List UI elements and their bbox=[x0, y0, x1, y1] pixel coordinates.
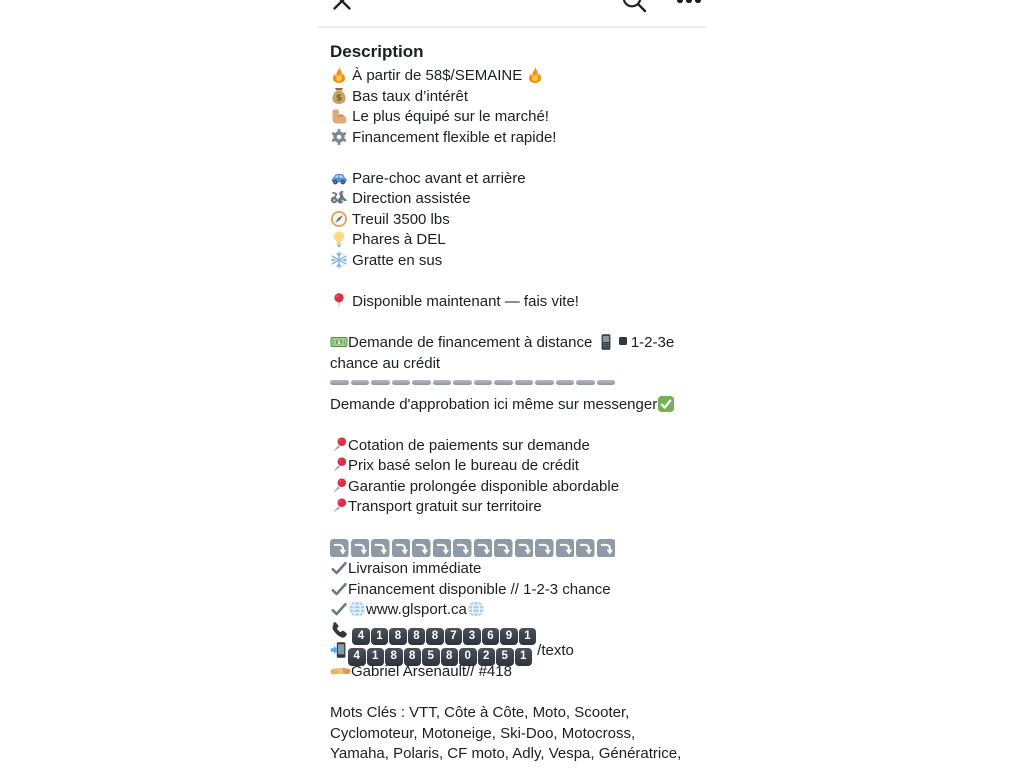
minus-icon bbox=[494, 380, 513, 385]
minus-icon bbox=[597, 380, 616, 385]
suv-icon bbox=[330, 169, 348, 187]
phone-screenshot bbox=[317, 0, 707, 768]
blank-line bbox=[330, 271, 694, 292]
text-run: Pare-choc avant et arrière bbox=[348, 169, 526, 187]
description-line bbox=[330, 189, 694, 210]
minus-icon bbox=[371, 380, 390, 385]
description-line bbox=[330, 456, 694, 477]
keycap-digit: 9 bbox=[500, 628, 518, 646]
blank-line bbox=[330, 518, 694, 539]
keycap-digit: 0 bbox=[459, 648, 477, 666]
keycap-digit: 1 bbox=[519, 628, 537, 646]
gear-icon bbox=[330, 128, 348, 146]
description-line bbox=[330, 210, 694, 231]
text-run: Mots Clés : VTT, Côte à Côte, Moto, Scooter, bbox=[330, 703, 630, 721]
arrow-down-icon bbox=[351, 539, 370, 558]
arrow-down-icon bbox=[412, 539, 431, 558]
minus-icon bbox=[515, 380, 534, 385]
description-line bbox=[330, 107, 694, 128]
text-run: Financement flexible et rapide! bbox=[348, 128, 557, 146]
arrow-down-icon bbox=[535, 539, 554, 558]
blank-line bbox=[330, 313, 694, 334]
blank-line bbox=[330, 682, 694, 703]
text-run: Disponible maintenant — fais vite! bbox=[348, 293, 579, 311]
description-heading: Description bbox=[330, 42, 424, 61]
description-line bbox=[330, 621, 694, 642]
arrow-down-icon bbox=[494, 539, 513, 558]
text-run: Transport gratuit sur territoire bbox=[348, 498, 542, 516]
check-mark-green-icon bbox=[657, 395, 675, 413]
arrow-down-icon bbox=[392, 539, 411, 558]
keycap-digit: 5 bbox=[496, 648, 514, 666]
keycap-digit: 8 bbox=[385, 648, 403, 666]
keycap-digit: 1 bbox=[367, 648, 385, 666]
arrow-down-icon bbox=[556, 539, 575, 558]
description-line bbox=[330, 292, 694, 313]
description-lines bbox=[330, 66, 694, 765]
check-mark-gray-icon bbox=[330, 580, 348, 598]
globe-icon bbox=[467, 600, 485, 618]
description-line bbox=[330, 641, 694, 662]
description-line bbox=[330, 169, 694, 190]
text-run: Gratte en sus bbox=[348, 251, 443, 269]
text-run: Bas taux d’intérêt bbox=[348, 87, 469, 105]
round-pushpin-icon bbox=[330, 292, 348, 310]
arrow-down-icon bbox=[576, 539, 595, 558]
description-line bbox=[330, 497, 694, 518]
pushpin-icon bbox=[330, 477, 348, 495]
svg-text:$: $ bbox=[336, 340, 342, 347]
telephone-receiver-icon bbox=[330, 621, 348, 639]
text-run: Demande d'approbation ici même sur messenger bbox=[330, 395, 658, 413]
text-run: Direction assistée bbox=[348, 190, 471, 208]
minus-icon bbox=[556, 380, 575, 385]
arrow-down-icon bbox=[433, 539, 452, 558]
keycap-digit: 8 bbox=[408, 628, 426, 646]
text-run: Treuil 3500 lbs bbox=[348, 210, 450, 228]
svg-text:$: $ bbox=[335, 93, 343, 104]
description-line bbox=[330, 354, 694, 375]
description-line bbox=[330, 230, 694, 251]
handshake-icon bbox=[330, 662, 351, 680]
keycap-digit: 7 bbox=[445, 628, 463, 646]
text-run: Garantie prolongée disponible abordable bbox=[348, 477, 620, 495]
mobile-phone-icon bbox=[597, 333, 615, 351]
pushpin-icon bbox=[330, 436, 348, 454]
minus-icon bbox=[412, 380, 431, 385]
check-mark-gray-icon bbox=[330, 600, 348, 618]
keycap-digit: 4 bbox=[348, 648, 366, 666]
light-bulb-icon bbox=[330, 230, 348, 248]
description-line bbox=[330, 436, 694, 457]
check-mark-gray-icon bbox=[330, 559, 348, 577]
description-line bbox=[330, 539, 694, 560]
minus-icon bbox=[535, 380, 554, 385]
text-run: /texto bbox=[533, 642, 574, 660]
black-small-square-icon bbox=[619, 337, 627, 345]
keycap-digit: 8 bbox=[404, 648, 422, 666]
globe-icon bbox=[348, 600, 366, 618]
dollar-banknote-icon bbox=[330, 333, 348, 351]
description-line bbox=[330, 744, 694, 765]
pushpin-icon bbox=[330, 456, 348, 474]
description-line bbox=[330, 724, 694, 745]
description-line bbox=[330, 559, 694, 580]
arrow-down-icon bbox=[474, 539, 493, 558]
text-run: Gabriel Arsenault// #418 bbox=[351, 662, 512, 680]
pushpin-icon bbox=[330, 497, 348, 515]
compass-icon bbox=[330, 210, 348, 228]
text-run: Prix basé selon le bureau de crédit bbox=[348, 457, 579, 475]
keycap-digit: 1 bbox=[515, 648, 533, 666]
arrow-down-icon bbox=[453, 539, 472, 558]
minus-icon bbox=[330, 380, 349, 385]
text-run: Demande de financement à distance bbox=[348, 334, 597, 352]
description-line bbox=[330, 251, 694, 272]
minus-icon bbox=[392, 380, 411, 385]
arrow-down-icon bbox=[515, 539, 534, 558]
text-run: www.glsport.ca bbox=[366, 601, 467, 619]
minus-icon bbox=[453, 380, 472, 385]
more-options-icon[interactable] bbox=[677, 0, 701, 5]
text-run: À partir de 58$/SEMAINE bbox=[348, 67, 527, 84]
text-run: Le plus équipé sur le marché! bbox=[348, 108, 549, 126]
text-run: Yamaha, Polaris, CF moto, Adly, Vespa, Génératrice, bbox=[330, 745, 682, 763]
close-icon[interactable] bbox=[330, 0, 354, 13]
description-line bbox=[330, 477, 694, 498]
minus-icon bbox=[433, 380, 452, 385]
keycap-digit: 8 bbox=[389, 628, 407, 646]
description-line bbox=[330, 87, 694, 108]
fire-icon bbox=[330, 66, 348, 84]
text-run: Cotation de paiements sur demande bbox=[348, 436, 590, 454]
minus-icon bbox=[351, 380, 370, 385]
keycap-digit: 3 bbox=[463, 628, 481, 646]
minus-icon bbox=[576, 380, 595, 385]
keycap-digit: 8 bbox=[426, 628, 444, 646]
keycap-digit: 8 bbox=[441, 648, 459, 666]
text-run: Financement disponible // 1-2-3 chance bbox=[348, 580, 611, 598]
snowflake-icon bbox=[330, 251, 348, 269]
topbar bbox=[317, 0, 707, 28]
text-run: 1-2-3e bbox=[626, 334, 675, 352]
description-line bbox=[330, 703, 694, 724]
keycap-digit: 6 bbox=[482, 628, 500, 646]
text-run: Livraison immédiate bbox=[348, 560, 482, 578]
minus-icon bbox=[474, 380, 493, 385]
blank-line bbox=[330, 415, 694, 436]
description-line bbox=[330, 128, 694, 149]
blank-line bbox=[330, 148, 694, 169]
keycap-digit: 4 bbox=[352, 628, 370, 646]
arrow-down-icon bbox=[597, 539, 616, 558]
description-line bbox=[330, 66, 694, 87]
description-line bbox=[330, 580, 694, 601]
fire-icon bbox=[526, 66, 544, 84]
search-icon[interactable] bbox=[620, 0, 648, 14]
flexed-biceps-icon bbox=[330, 107, 348, 125]
keycap-digit: 1 bbox=[371, 628, 389, 646]
motor-scooter-icon bbox=[330, 189, 348, 207]
mobile-phone-arrow-icon bbox=[330, 641, 348, 659]
description-line bbox=[330, 333, 694, 354]
description-section bbox=[317, 42, 707, 765]
arrow-down-icon bbox=[371, 539, 390, 558]
text-run: Cyclomoteur, Motoneige, Ski-Doo, Motocross, bbox=[330, 724, 636, 742]
money-bag-icon bbox=[330, 87, 348, 105]
description-line bbox=[330, 374, 694, 395]
keycap-digit: 2 bbox=[478, 648, 496, 666]
text-run: Phares à DEL bbox=[348, 231, 446, 249]
description-line bbox=[330, 600, 694, 621]
keycap-digit: 5 bbox=[422, 648, 440, 666]
arrow-down-icon bbox=[330, 539, 349, 558]
description-line bbox=[330, 395, 694, 416]
text-run: chance au crédit bbox=[330, 354, 441, 372]
